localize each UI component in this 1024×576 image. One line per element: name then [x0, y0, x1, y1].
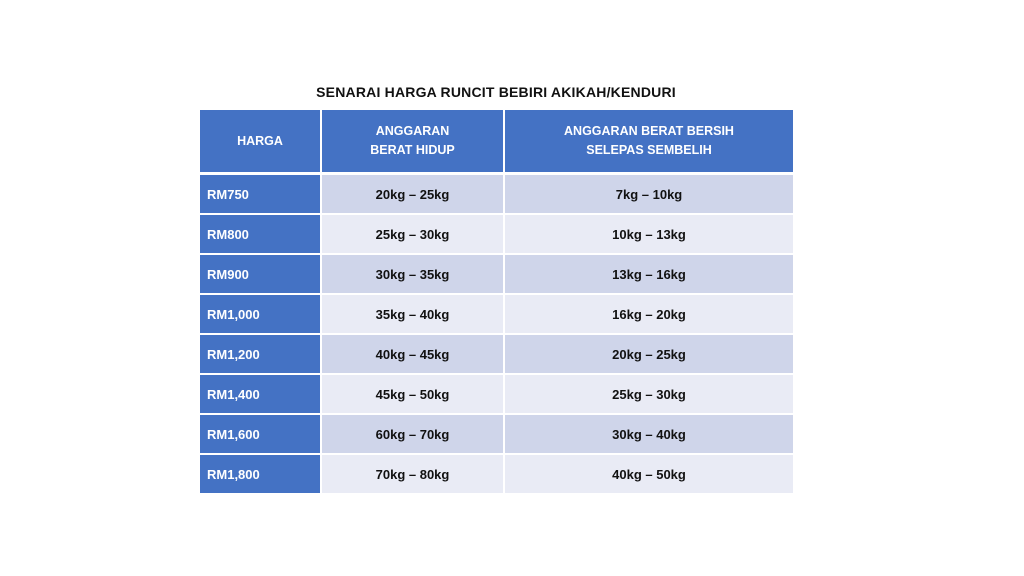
table-row	[200, 334, 793, 374]
live-weight-cell: 35kg – 40kg	[321, 294, 504, 334]
header-berat-hidup-line2: BERAT HIDUP	[370, 143, 455, 157]
net-weight-cell: 30kg – 40kg	[504, 414, 793, 454]
net-weight-cell: 13kg – 16kg	[504, 254, 793, 294]
header-berat-bersih	[504, 110, 793, 174]
table-row	[200, 374, 793, 414]
price-table	[200, 110, 793, 495]
net-weight-cell: 20kg – 25kg	[504, 334, 793, 374]
price-cell: RM900	[200, 254, 321, 294]
net-weight-cell: 40kg – 50kg	[504, 454, 793, 494]
live-weight-cell: 60kg – 70kg	[321, 414, 504, 454]
live-weight-cell: 45kg – 50kg	[321, 374, 504, 414]
price-cell: RM1,600	[200, 414, 321, 454]
table-row	[200, 454, 793, 494]
price-cell: RM1,200	[200, 334, 321, 374]
live-weight-cell: 30kg – 35kg	[321, 254, 504, 294]
net-weight-cell: 16kg – 20kg	[504, 294, 793, 334]
price-cell: RM1,000	[200, 294, 321, 334]
live-weight-cell: 40kg – 45kg	[321, 334, 504, 374]
table-row	[200, 214, 793, 254]
header-harga	[200, 110, 321, 174]
net-weight-cell: 10kg – 13kg	[504, 214, 793, 254]
page-title: SENARAI HARGA RUNCIT BEBIRI AKIKAH/KENDURI	[316, 84, 676, 100]
live-weight-cell: 70kg – 80kg	[321, 454, 504, 494]
price-cell: RM750	[200, 174, 321, 215]
price-cell: RM1,400	[200, 374, 321, 414]
table-row	[200, 174, 793, 215]
table-row	[200, 414, 793, 454]
table-row	[200, 294, 793, 334]
header-berat-hidup	[321, 110, 504, 174]
live-weight-cell: 25kg – 30kg	[321, 214, 504, 254]
header-berat-bersih-line1: ANGGARAN BERAT BERSIH	[564, 124, 734, 138]
header-berat-bersih-line2: SELEPAS SEMBELIH	[586, 143, 712, 157]
live-weight-cell: 20kg – 25kg	[321, 174, 504, 215]
net-weight-cell: 7kg – 10kg	[504, 174, 793, 215]
net-weight-cell: 25kg – 30kg	[504, 374, 793, 414]
header-harga-label: HARGA	[237, 133, 283, 148]
price-cell: RM800	[200, 214, 321, 254]
table-row	[200, 254, 793, 294]
price-cell: RM1,800	[200, 454, 321, 494]
header-berat-hidup-line1: ANGGARAN	[375, 124, 450, 138]
table-header-row	[200, 110, 793, 174]
